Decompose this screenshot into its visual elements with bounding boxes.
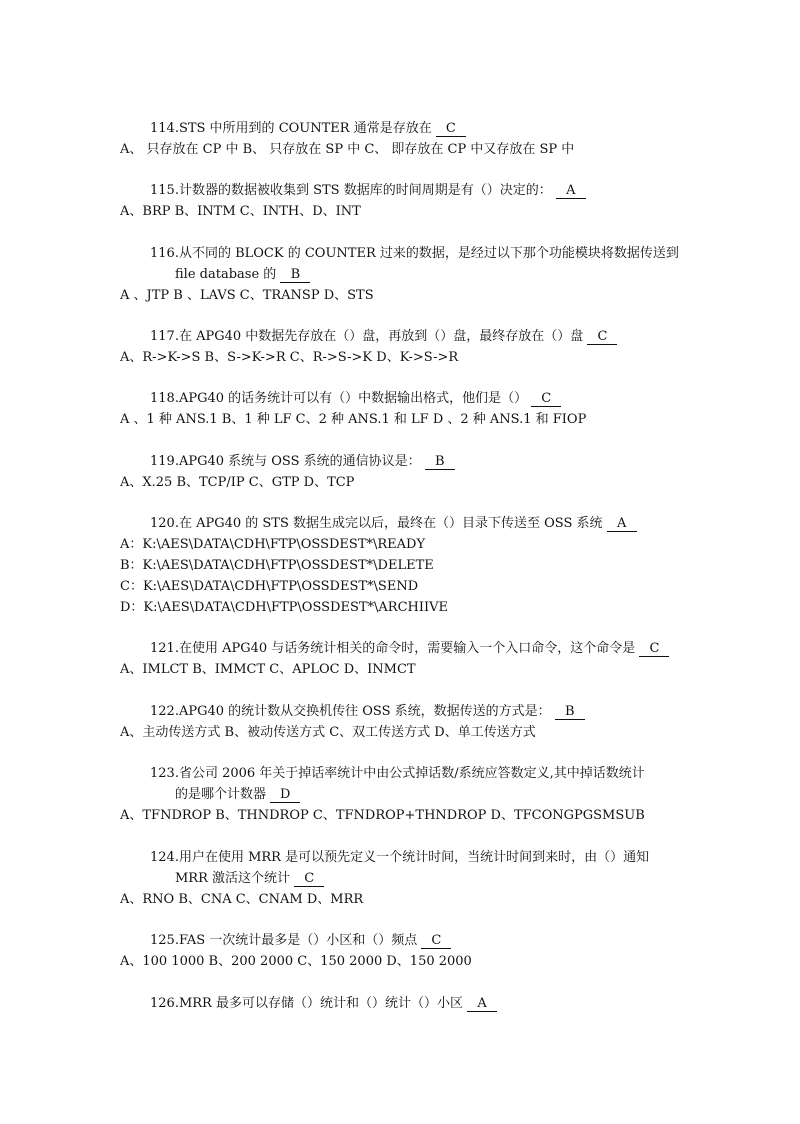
question-126-answer: A	[467, 996, 497, 1012]
question-123-text-cont: 的是哪个计数器	[175, 787, 267, 802]
question-120-text: 120.在 APG40 的 STS 数据生成完以后，最终在（）目录下传送至 OSS 系统	[150, 516, 603, 531]
question-124-answer: C	[294, 871, 324, 887]
question-123-stem-cont	[175, 786, 300, 804]
question-124-text-cont: MRR 激活这个统计	[175, 871, 291, 886]
question-120-option-d: D：K:\AES\DATA\CDH\FTP\OSSDEST*\ARCHIIVE	[120, 600, 449, 615]
question-118-stem	[150, 390, 561, 408]
question-119-text: 119.APG40 系统与 OSS 系统的通信协议是：	[150, 454, 421, 469]
question-116-options: A 、JTP B 、LAVS C、TRANSP D、STS	[120, 288, 374, 303]
question-125-options: A、100 1000 B、200 2000 C、150 2000 D、150 2000	[120, 954, 472, 969]
question-123-answer: D	[270, 787, 300, 803]
question-121-text: 121.在使用 APG40 与话务统计相关的命令时，需要输入一个入口命令，这个命令是	[150, 641, 636, 656]
question-120-answer: A	[607, 516, 637, 532]
question-116-answer: B	[280, 267, 310, 283]
question-119-stem	[150, 453, 455, 471]
question-115-stem	[150, 182, 586, 200]
question-126-text: 126.MRR 最多可以存储（）统计和（）统计（）小区	[150, 996, 463, 1011]
question-119-options: A、X.25 B、TCP/IP C、GTP D、TCP	[120, 475, 355, 490]
question-114-options: A、 只存放在 CP 中 B、 只存放在 SP 中 C、 即存放在 CP 中又存放在 SP 中	[120, 142, 575, 157]
question-125-stem	[150, 932, 451, 950]
question-115-answer: A	[556, 183, 586, 199]
question-114-answer: C	[436, 121, 466, 137]
question-122-stem	[150, 703, 585, 721]
question-117-options: A、R->K->S B、S->K->R C、R->S->K D、K->S->R	[120, 350, 459, 365]
question-125-text: 125.FAS 一次统计最多是（）小区和（）频点	[150, 933, 418, 948]
question-124-stem-cont	[175, 870, 324, 888]
question-122-options: A、主动传送方式 B、被动传送方式 C、双工传送方式 D、单工传送方式	[120, 725, 536, 740]
question-122-text: 122.APG40 的统计数从交换机传往 OSS 系统，数据传送的方式是：	[150, 704, 551, 719]
question-122-answer: B	[555, 704, 585, 720]
question-114-text: 114.STS 中所用到的 COUNTER 通常是存放在	[150, 121, 432, 136]
question-124-options: A、RNO B、CNA C、CNAM D、MRR	[120, 892, 364, 907]
question-123-stem: 123.省公司 2006 年关于掉话率统计中由公式掉话数/系统应答数定义,其中掉话数统计	[150, 766, 645, 781]
question-117-text: 117.在 APG40 中数据先存放在（）盘，再放到（）盘，最终存放在（）盘	[150, 329, 584, 344]
question-115-options: A、BRP B、INTM C、INTH、D、INT	[120, 204, 361, 219]
question-121-answer: C	[639, 641, 669, 657]
question-116-stem: 116.从不同的 BLOCK 的 COUNTER 过来的数据，是经过以下那个功能模块将数据传送到	[150, 246, 679, 261]
question-114-stem	[150, 120, 466, 138]
question-124-stem: 124.用户在使用 MRR 是可以预先定义一个统计时间，当统计时间到来时，由（）通知	[150, 850, 650, 865]
question-116-text-cont: file database 的	[175, 267, 277, 282]
question-117-answer: C	[587, 329, 617, 345]
question-120-option-c: C：K:\AES\DATA\CDH\FTP\OSSDEST*\SEND	[120, 579, 419, 594]
question-119-answer: B	[425, 454, 455, 470]
question-115-text: 115.计数器的数据被收集到 STS 数据库的时间周期是有（）决定的：	[150, 183, 552, 198]
question-118-text: 118.APG40 的话务统计可以有（）中数据输出格式，他们是（）	[150, 391, 528, 406]
question-125-answer: C	[421, 933, 451, 949]
question-120-option-b: B：K:\AES\DATA\CDH\FTP\OSSDEST*\DELETE	[120, 558, 434, 573]
question-118-answer: C	[531, 391, 561, 407]
question-118-options: A 、1 种 ANS.1 B、1 种 LF C、2 种 ANS.1 和 LF D 、2 种 ANS.1 和 FIOP	[120, 412, 587, 427]
question-120-stem	[150, 515, 637, 533]
question-126-stem	[150, 995, 497, 1013]
question-121-options: A、IMLCT B、IMMCT C、APLOC D、INMCT	[120, 662, 416, 677]
question-121-stem	[150, 640, 669, 658]
question-117-stem	[150, 328, 617, 346]
question-116-stem-cont	[175, 266, 310, 284]
question-120-option-a: A：K:\AES\DATA\CDH\FTP\OSSDEST*\READY	[120, 537, 426, 552]
question-123-options: A、TFNDROP B、THNDROP C、TFNDROP+THNDROP D、TFCONGPGSMSUB	[120, 808, 645, 823]
